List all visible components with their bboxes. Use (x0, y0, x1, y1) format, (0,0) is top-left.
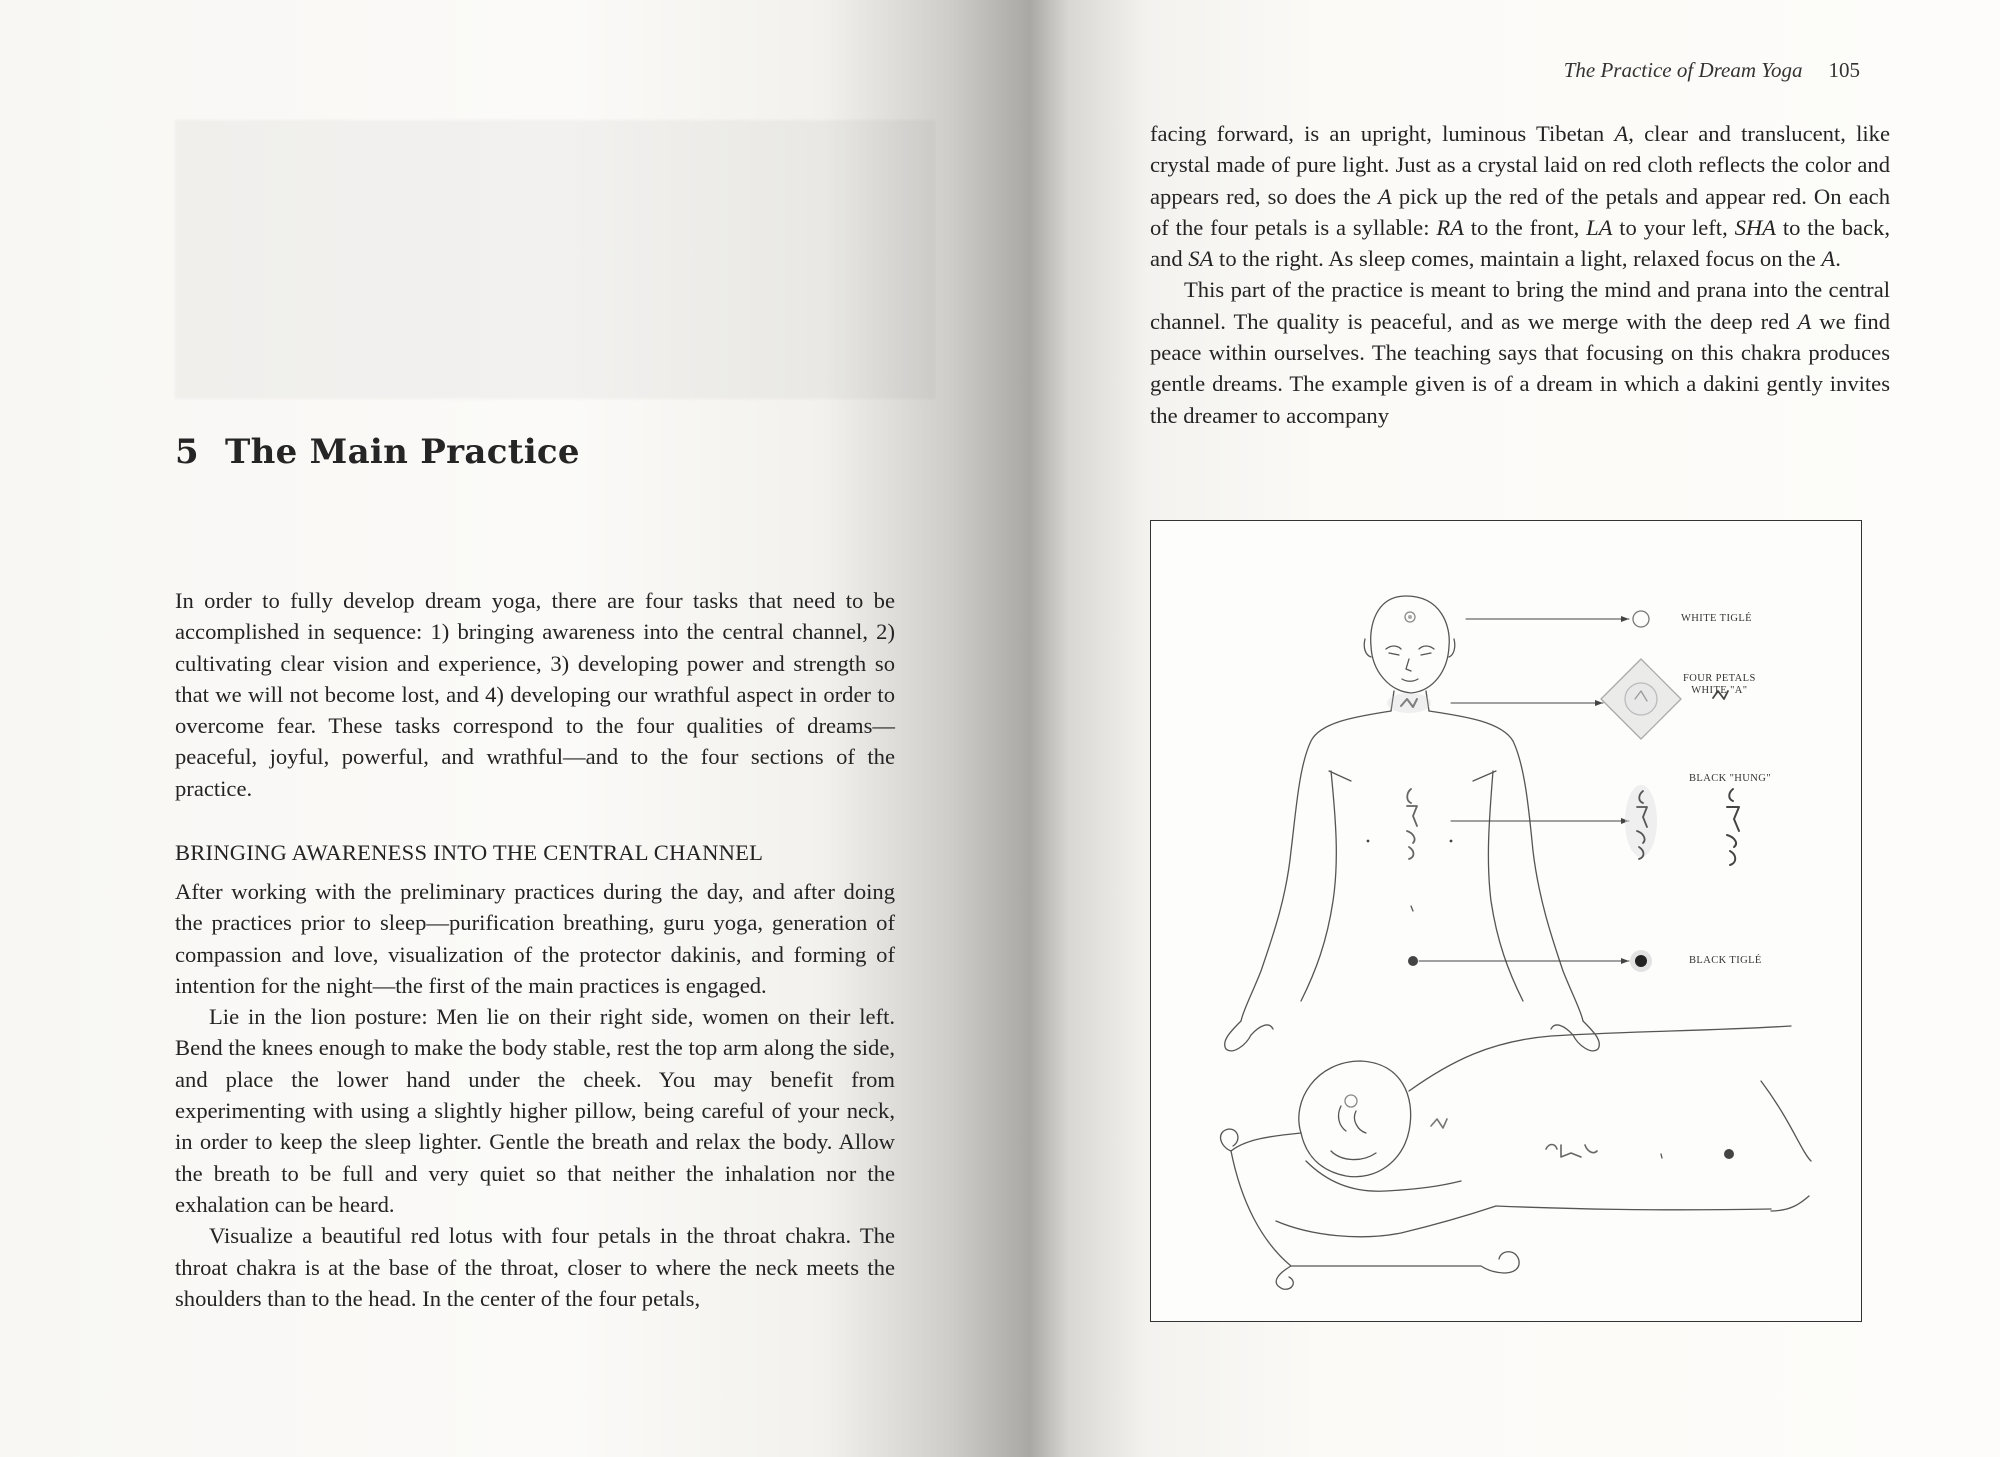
four-petals-icon (1601, 659, 1681, 739)
page-number: 105 (1828, 58, 1860, 82)
right-page (1030, 0, 2000, 1457)
reclining-figure (1221, 1026, 1811, 1289)
paragraph: After working with the preliminary practices during the day, and after doing the practices prior to sleep—purification breathing, guru yoga, generation of compassion and love, visualization of the protector dakinis, and forming of intention for the night—the first of the main practices is engaged. (175, 879, 895, 998)
chakra-illustration (1151, 521, 1861, 1321)
white-tigle-label: WHITE TIGLÉ (1681, 613, 1752, 624)
intro-paragraph-block (175, 585, 895, 804)
intro-paragraph: In order to fully develop dream yoga, there are four tasks that need to be accomplished in sequence: 1) bringing awareness into the central channel, 2) cultivating clear vision and experience, 3) developing power and strength so that we will not become lost, and 4) developing our wrathful aspect in order to overcome fear. These tasks correspond to the four qualities of dreams—peaceful, joyful, powerful, and wrathful—and to the four sections of the practice. (175, 588, 895, 801)
white-tigle-icon (1633, 611, 1649, 627)
chakra-figure (1150, 520, 1862, 1322)
paragraph: Visualize a beautiful red lotus with four petals in the throat chakra. The throat chakra is at the base of the throat, closer to where the neck meets the shoulders than to the head. In the center of the four petals, (175, 1223, 895, 1311)
right-text-block (1150, 118, 1890, 431)
running-head (1564, 58, 1860, 83)
running-head-title: The Practice of Dream Yoga (1563, 58, 1803, 82)
black-hung-icon (1625, 785, 1657, 859)
black-hung-label: BLACK "HUNG" (1689, 773, 1771, 784)
show-through-text (175, 120, 935, 399)
chapter-title: The Main Practice (224, 432, 580, 472)
black-tigle-label: BLACK TIGLÉ (1689, 955, 1762, 966)
chapter-heading (175, 432, 580, 472)
chapter-number: 5 (175, 432, 199, 472)
black-tigle-icon (1630, 950, 1652, 972)
section-title: BRINGING AWARENESS INTO THE CENTRAL CHANNEL (175, 840, 764, 865)
standing-figure (1225, 596, 1600, 1051)
main-text-block (175, 876, 895, 1314)
paragraph: facing forward, is an upright, luminous Tibetan A, clear and translucent, like crystal made of pure light. Just as a crystal laid on red cloth reflects the color and appears red, so does the A pick up the red of the petals and appear red. On each of the four petals is a syllable: RA to the front, LA to your left, SHA to the back, and SA to the right. As sleep comes, maintain a light, relaxed focus on the A. (1150, 121, 1890, 272)
hung-glyph-icon (1727, 789, 1739, 865)
paragraph: Lie in the lion posture: Men lie on their right side, women on their left. Bend the knees enough to make the body stable, rest the top arm along the side, and place the lower hand under the cheek. You may benefit from experimenting with using a slightly higher pillow, being careful of your neck, in order to keep the sleep lighter. Gentle the breath and relax the body. Allow the breath to be full and very quiet so that neither the inhalation nor the exhalation can be heard. (175, 1004, 895, 1217)
four-petals-label: FOUR PETALS WHITE "A" (1683, 673, 1756, 696)
paragraph: This part of the practice is meant to bring the mind and prana into the central channel. The quality is peaceful, and as we merge with the deep red A we find peace within ourselves. The teaching says that focusing on this chakra produces gentle dreams. The example given is of a dream in which a dakini gently invites the dreamer to accompany (1150, 277, 1891, 428)
